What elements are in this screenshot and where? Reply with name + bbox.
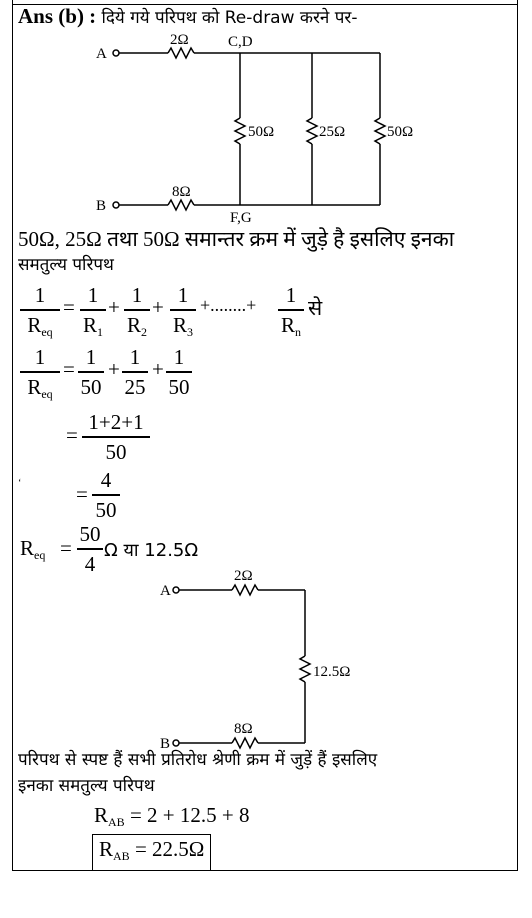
node-fg-label: F,G bbox=[230, 210, 252, 226]
terminal-a2 bbox=[173, 587, 179, 593]
r-bottom-label: 8Ω bbox=[172, 184, 191, 200]
resistor-2-top bbox=[232, 585, 258, 595]
r-p3-label: 50Ω bbox=[387, 124, 414, 140]
rab-sum: $R_{AB} = 2 + 12.5 + 8$ bbox=[94, 803, 250, 829]
circuit-diagram-1 bbox=[90, 28, 420, 228]
r-p1-label: 50Ω bbox=[248, 124, 275, 140]
resistor-2-bottom bbox=[232, 738, 258, 748]
suffix-se: से bbox=[308, 296, 323, 320]
parallel-line-1: 50Ω, 25Ω तथा 50Ω समान्तर क्रम में जुड़े है इसलिए इनका bbox=[18, 227, 455, 251]
parallel-line-2: समतुल्य परिपथ bbox=[18, 255, 114, 275]
req-lhs: $R_{eq}$ bbox=[20, 536, 46, 562]
resistor-parallel-3 bbox=[375, 118, 385, 144]
series-line-2: इनका समतुल्य परिपथ bbox=[18, 776, 155, 796]
series-line-1: परिपथ से स्पष्ट हैं सभी प्रतिरोध श्रेणी क्रम में जुड़ें हैं इसलिए bbox=[18, 750, 378, 770]
plus-v2: + bbox=[152, 357, 164, 381]
r2-bottom-label: 8Ω bbox=[234, 721, 253, 737]
req-tail: Ω या 12.5Ω bbox=[104, 540, 199, 561]
node-b-label: B bbox=[96, 198, 107, 214]
equals-simplified: = bbox=[76, 482, 88, 506]
resistor-parallel-1 bbox=[235, 118, 245, 144]
equals-values: = bbox=[63, 357, 75, 381]
frac-lhs-general: 1 $R_{eq}$ bbox=[20, 283, 60, 344]
resistor-parallel-2 bbox=[307, 118, 317, 144]
answer-intro: दिये गये परिपथ को Re-draw करने पर- bbox=[101, 8, 358, 28]
node-cd-label: C,D bbox=[228, 34, 253, 50]
r-p2-label: 25Ω bbox=[319, 124, 346, 140]
equals-general: = bbox=[63, 295, 75, 319]
frac-lhs-values: 1 $R_{eq}$ bbox=[20, 345, 60, 406]
frac-rn: 1 $R_n$ bbox=[278, 283, 304, 344]
terminal-b bbox=[113, 202, 119, 208]
frac-4-50: 4 50 bbox=[92, 468, 120, 522]
answer-header bbox=[18, 4, 358, 30]
terminal-b2 bbox=[173, 740, 179, 746]
node-a-label: A bbox=[96, 46, 107, 62]
frac-1-50-a: 1 50 bbox=[78, 345, 104, 399]
resistor-bottom bbox=[168, 200, 194, 210]
node-b2-label: B bbox=[160, 736, 171, 752]
r-top-label: 2Ω bbox=[170, 32, 189, 48]
ellipsis-terms: +........+ bbox=[200, 295, 257, 315]
equals-sum: = bbox=[66, 423, 78, 447]
plus-2: + bbox=[152, 295, 164, 319]
node-a2-label: A bbox=[160, 583, 171, 599]
answer-tag: Ans (b) : bbox=[18, 4, 97, 28]
resistor-top bbox=[168, 48, 194, 58]
frac-50-4: 50 4 bbox=[77, 522, 103, 576]
terminal-a bbox=[113, 50, 119, 56]
r2-mid-label: 12.5Ω bbox=[313, 664, 351, 680]
resistor-2-mid bbox=[300, 656, 310, 682]
plus-v1: + bbox=[108, 357, 120, 381]
frac-sum: 1+2+1 50 bbox=[82, 410, 150, 464]
frac-r2: 1 $R_2$ bbox=[124, 283, 150, 344]
stray-mark: ‘ bbox=[18, 478, 22, 489]
r2-top-label: 2Ω bbox=[234, 568, 253, 584]
plus-1: + bbox=[108, 295, 120, 319]
rab-final: $R_{AB} = 22.5\Omega$ bbox=[92, 834, 211, 871]
circuit-diagram-2 bbox=[150, 566, 370, 756]
frac-1-50-b: 1 50 bbox=[166, 345, 192, 399]
frac-r3: 1 $R_3$ bbox=[170, 283, 196, 344]
frac-r1: 1 $R_1$ bbox=[80, 283, 106, 344]
frac-1-25: 1 25 bbox=[122, 345, 148, 399]
equals-req: = bbox=[60, 536, 72, 560]
